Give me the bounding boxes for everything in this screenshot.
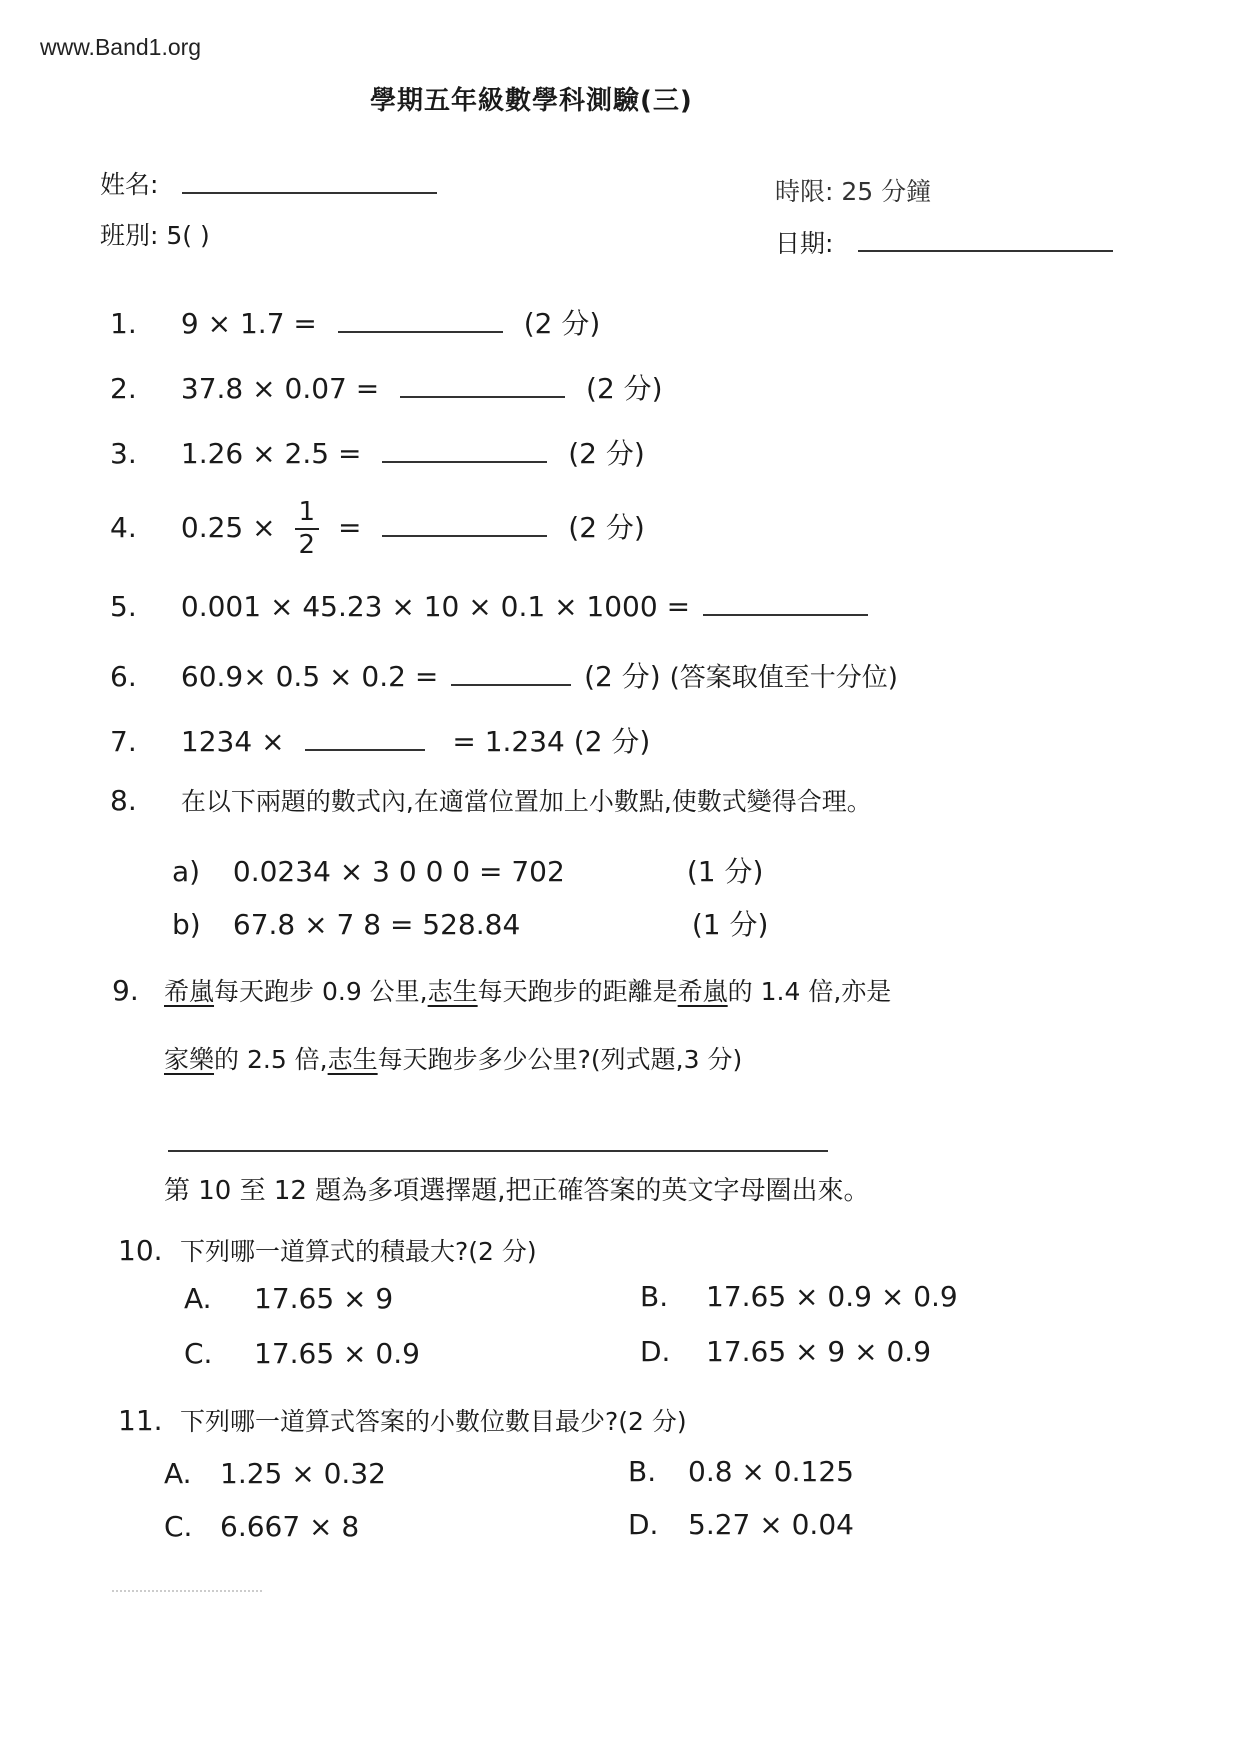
question-expression: 9 × 1.7 = — [180, 307, 317, 340]
question-text: 在以下兩題的數式內,在適當位置加上小數點,使數式變得合理。 — [180, 787, 872, 816]
person-name: 希嵐 — [164, 977, 215, 1006]
question-expression-rhs: = 1.234 (2 分) — [452, 725, 651, 758]
option-text: 0.8 × 0.125 — [688, 1455, 854, 1488]
question-text: 下列哪一道算式的積最大?(2 分) — [180, 1237, 537, 1266]
person-name: 希嵐 — [677, 977, 728, 1006]
answer-blank[interactable] — [400, 372, 565, 398]
question-8a — [172, 850, 763, 890]
sub-expression: 67.8 × 7 8 = 528.84 — [232, 908, 521, 941]
question-3 — [110, 432, 645, 472]
question-10 — [118, 1232, 537, 1268]
sub-score: (1 分) — [686, 855, 764, 888]
option-letter: A. — [164, 1457, 192, 1490]
option-c[interactable] — [164, 1510, 359, 1543]
person-name: 志生 — [327, 1045, 378, 1074]
question-expression: 0.001 × 45.23 × 10 × 0.1 × 1000 = — [180, 590, 691, 623]
question-number: 4. — [110, 511, 137, 545]
date-label: 日期: — [775, 229, 834, 258]
answer-blank[interactable] — [338, 307, 503, 333]
option-text: 17.65 × 0.9 — [254, 1337, 420, 1370]
option-text: 5.27 × 0.04 — [688, 1508, 854, 1541]
answer-blank[interactable] — [451, 660, 571, 686]
option-b[interactable] — [628, 1455, 854, 1488]
option-text: 17.65 × 0.9 × 0.9 — [706, 1280, 958, 1313]
class-label: 班別: 5( ) — [100, 221, 210, 250]
question-4 — [110, 497, 645, 561]
answer-line[interactable] — [168, 1150, 828, 1152]
question-number: 3. — [110, 437, 137, 470]
question-score: (2 分) — [568, 511, 645, 545]
option-letter: C. — [164, 1510, 193, 1543]
question-number: 11. — [118, 1404, 163, 1437]
question-number: 6. — [110, 660, 137, 693]
name-label: 姓名: — [100, 170, 159, 199]
multiple-choice-instructions: 第 10 至 12 題為多項選擇題,把正確答案的英文字母圈出來。 — [164, 1176, 870, 1206]
option-letter: D. — [640, 1335, 671, 1368]
question-1 — [110, 302, 600, 342]
sub-label: a) — [172, 855, 201, 888]
name-field[interactable] — [182, 192, 437, 194]
answer-blank[interactable] — [382, 437, 547, 463]
option-a[interactable] — [164, 1457, 386, 1490]
question-11 — [118, 1402, 687, 1438]
question-text: 每天跑步 0.9 公里, — [214, 977, 428, 1006]
option-letter: D. — [628, 1508, 659, 1541]
question-6 — [110, 655, 898, 695]
option-d[interactable] — [640, 1335, 931, 1368]
question-number: 8. — [110, 784, 137, 817]
question-text: 每天跑步多少公里?(列式題,3 分) — [377, 1045, 743, 1074]
question-number: 1. — [110, 307, 137, 340]
question-7 — [110, 720, 650, 760]
question-expression: 1234 × — [180, 725, 285, 758]
sub-score: (1 分) — [691, 908, 769, 941]
option-b[interactable] — [640, 1280, 958, 1313]
option-text: 6.667 × 8 — [220, 1510, 360, 1543]
sub-expression: 0.0234 × 3 0 0 0 = 702 — [232, 855, 565, 888]
watermark-url: www.Band1.org — [40, 34, 202, 60]
option-letter: A. — [184, 1282, 212, 1315]
question-number: 2. — [110, 372, 137, 405]
question-9-line-2 — [164, 1040, 742, 1076]
fraction-numerator: 1 — [295, 497, 320, 530]
question-text: 的 1.4 倍,亦是 — [727, 977, 892, 1006]
question-score: (2 分) — [584, 660, 661, 693]
option-text: 17.65 × 9 — [254, 1282, 394, 1315]
option-a[interactable] — [184, 1282, 393, 1315]
person-name: 志生 — [427, 977, 478, 1006]
question-expression: 0.25 × — [180, 511, 276, 545]
option-letter: B. — [628, 1455, 657, 1488]
person-name: 家樂 — [164, 1045, 215, 1074]
question-score: (2 分) — [568, 437, 645, 470]
option-text: 1.25 × 0.32 — [220, 1457, 386, 1490]
question-text: 下列哪一道算式答案的小數位數目最少?(2 分) — [180, 1407, 687, 1436]
question-text: 每天跑步的距離是 — [477, 977, 678, 1006]
page-title: 學期五年級數學科測驗(三) — [370, 86, 693, 116]
question-note: (答案取值至十分位) — [669, 663, 898, 693]
question-expression: 60.9× 0.5 × 0.2 = — [180, 660, 439, 693]
scan-artifact — [112, 1590, 262, 1592]
question-expression: 37.8 × 0.07 = — [180, 372, 380, 405]
fraction-denominator: 2 — [298, 530, 316, 561]
question-number: 10. — [118, 1234, 163, 1267]
option-c[interactable] — [184, 1337, 420, 1370]
answer-blank[interactable] — [703, 590, 868, 616]
question-text: 的 2.5 倍, — [214, 1045, 328, 1074]
option-letter: C. — [184, 1337, 213, 1370]
question-score: (2 分) — [586, 372, 663, 405]
question-9-line-1 — [112, 972, 891, 1008]
date-field[interactable] — [858, 250, 1113, 252]
question-8b — [172, 903, 768, 943]
question-8 — [110, 782, 872, 818]
option-text: 17.65 × 9 × 0.9 — [706, 1335, 932, 1368]
equals-sign: = — [337, 511, 362, 545]
option-letter: B. — [640, 1280, 669, 1313]
answer-blank[interactable] — [382, 511, 547, 537]
fraction — [295, 497, 320, 561]
question-score: (2 分) — [523, 307, 601, 340]
question-2 — [110, 367, 663, 407]
question-number: 5. — [110, 590, 137, 623]
answer-blank[interactable] — [305, 725, 425, 751]
time-limit-label: 時限: 25 分鐘 — [775, 177, 932, 206]
question-number: 7. — [110, 725, 137, 758]
option-d[interactable] — [628, 1508, 854, 1541]
sub-label: b) — [172, 908, 201, 941]
question-number: 9. — [112, 974, 139, 1007]
question-5 — [110, 590, 872, 623]
question-expression: 1.26 × 2.5 = — [180, 437, 362, 470]
